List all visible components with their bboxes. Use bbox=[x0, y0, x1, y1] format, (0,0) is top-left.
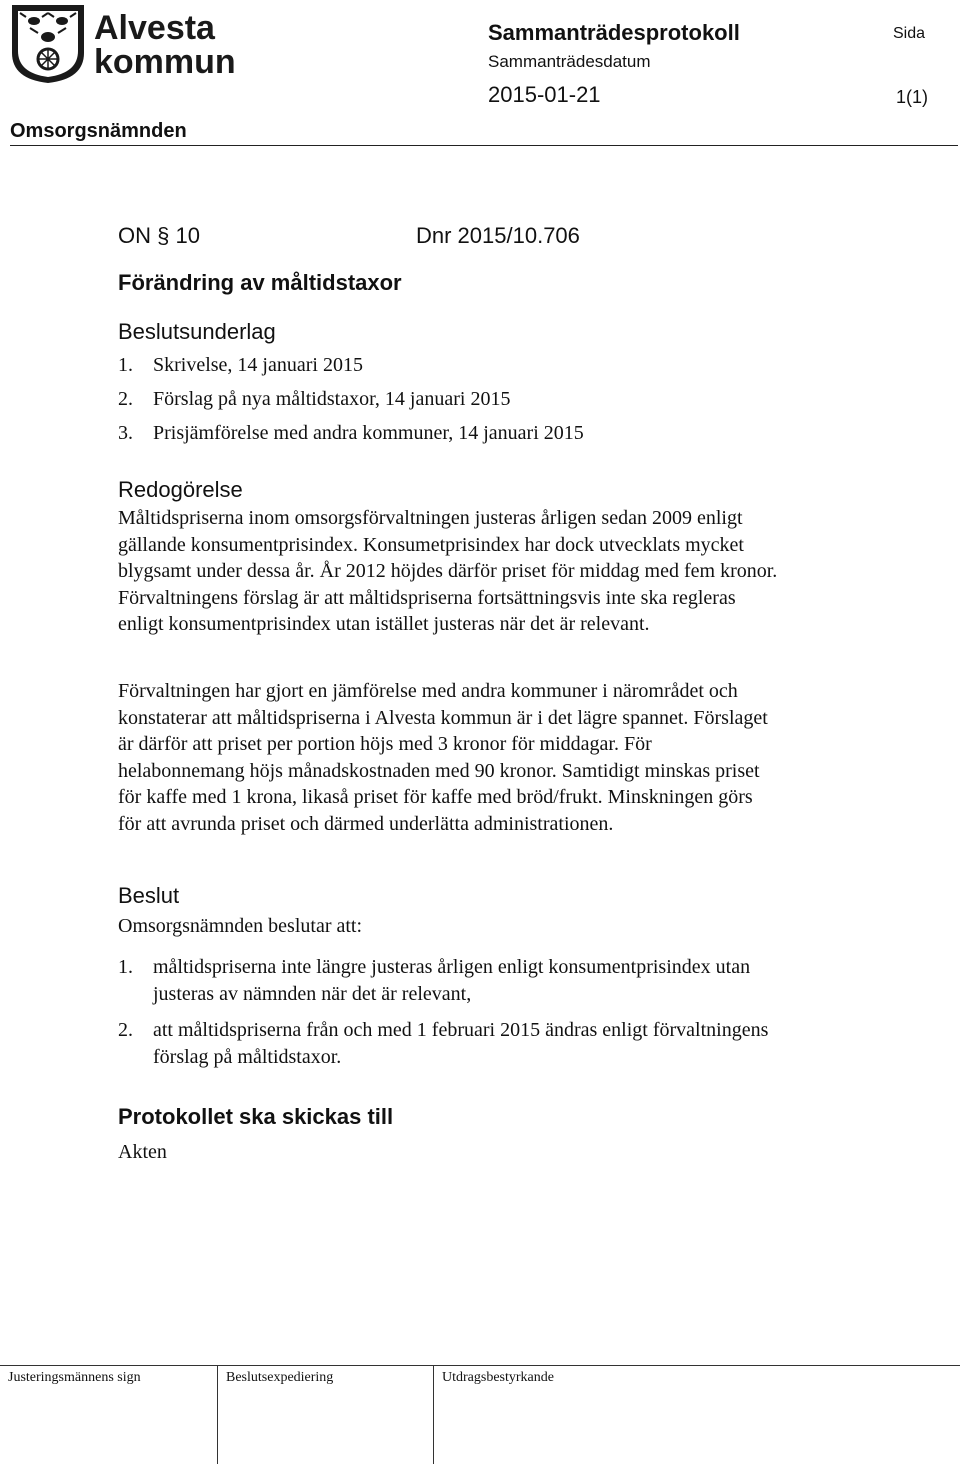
footer-dispatch-cell bbox=[218, 1365, 434, 1464]
case-title: Förändring av måltidstaxor bbox=[118, 270, 402, 295]
decision-item-text: att måltidspriserna från och med 1 februari 2015 ändras enligt förvaltningens förslag på måltidstaxor. bbox=[153, 1019, 769, 1068]
section-heading-beslut: Beslut bbox=[118, 883, 180, 908]
decision-intro: Omsorgsnämnden beslutar att: bbox=[118, 915, 363, 937]
section-heading-redogorelse: Redogörelse bbox=[118, 477, 243, 502]
decision-item bbox=[118, 1017, 798, 1070]
registration-number: Dnr 2015/10.706 bbox=[416, 223, 580, 248]
list-item-number: 3. bbox=[118, 422, 133, 444]
section-heading-distribution: Protokollet ska skickas till bbox=[118, 1104, 394, 1129]
list-item-number: 1. bbox=[118, 354, 133, 376]
meeting-date: 2015-01-21 bbox=[488, 82, 601, 107]
page-label: Sida bbox=[893, 25, 926, 42]
footer-dispatch-label: Beslutsexpediering bbox=[226, 1370, 334, 1385]
header-divider bbox=[10, 145, 958, 146]
decision-item-text: måltidspriserna inte längre justeras årligen enligt konsumentprisindex utan justeras av nämnden när det är relevant, bbox=[153, 956, 751, 1005]
decision-item bbox=[118, 954, 798, 1007]
footer-certification-cell bbox=[434, 1365, 960, 1464]
list-item-text: Skrivelse, 14 januari 2015 bbox=[153, 354, 363, 376]
section-heading-underlag: Beslutsunderlag bbox=[118, 319, 276, 344]
list-item-number: 2. bbox=[118, 388, 133, 410]
footer-certification-label: Utdragsbestyrkande bbox=[442, 1370, 554, 1385]
decision-item-number: 2. bbox=[118, 1019, 133, 1041]
redogorelse-paragraph-2: Förvaltningen har gjort en jämförelse med andra kommuner i närområdet och konstaterar att måltidspriserna i Alvesta kommun är i det lägre spannet. Förslaget är därför att priset per portion höjs med 3 kronor för middagar. För helabonnemang höjs månadskostnaden med 90 kronor. Samtidigt minskas priset för kaffe med 1 krona, likaså priset för kaffe med bröd/frukt. Minskningen görs för att avrunda priset och därmed underlätta administrationen. bbox=[118, 680, 768, 835]
redogorelse-paragraph-1: Måltidspriserna inom omsorgsförvaltningen justeras årligen sedan 2009 enligt gällande konsumentprisindex. Konsumetprisindex har dock utvecklats mycket blygsamt under dessa år. År 2012 höjdes därför priset för middag med fem kronor. Förvaltningens förslag är att måltidspriserna fortsättningsvis inte ska regleras enligt konsumentprisindex utan istället justeras när det är relevant. bbox=[118, 507, 778, 635]
distribution-recipient: Akten bbox=[118, 1141, 167, 1163]
list-item bbox=[118, 420, 818, 454]
underlag-list bbox=[118, 352, 818, 454]
case-number: ON § 10 bbox=[118, 223, 200, 248]
page-number: 1(1) bbox=[896, 87, 929, 107]
document-type: Sammanträdesprotokoll bbox=[488, 20, 740, 45]
list-item bbox=[118, 386, 818, 420]
list-item bbox=[118, 352, 818, 386]
logo-text-line2: kommun bbox=[94, 43, 236, 81]
footer-signature-label: Justeringsmännens sign bbox=[8, 1370, 141, 1385]
date-label: Sammanträdesdatum bbox=[488, 52, 651, 71]
coat-of-arms-icon bbox=[10, 3, 240, 85]
logo-text-line1: Alvesta bbox=[94, 9, 215, 47]
municipality-logo bbox=[10, 3, 240, 85]
decision-item-number: 1. bbox=[118, 956, 133, 978]
decision-list bbox=[118, 954, 798, 1080]
footer-signature-cell bbox=[0, 1365, 218, 1464]
list-item-text: Förslag på nya måltidstaxor, 14 januari 2015 bbox=[153, 388, 511, 410]
list-item-text: Prisjämförelse med andra kommuner, 14 januari 2015 bbox=[153, 422, 584, 444]
committee-name: Omsorgsnämnden bbox=[10, 120, 187, 142]
